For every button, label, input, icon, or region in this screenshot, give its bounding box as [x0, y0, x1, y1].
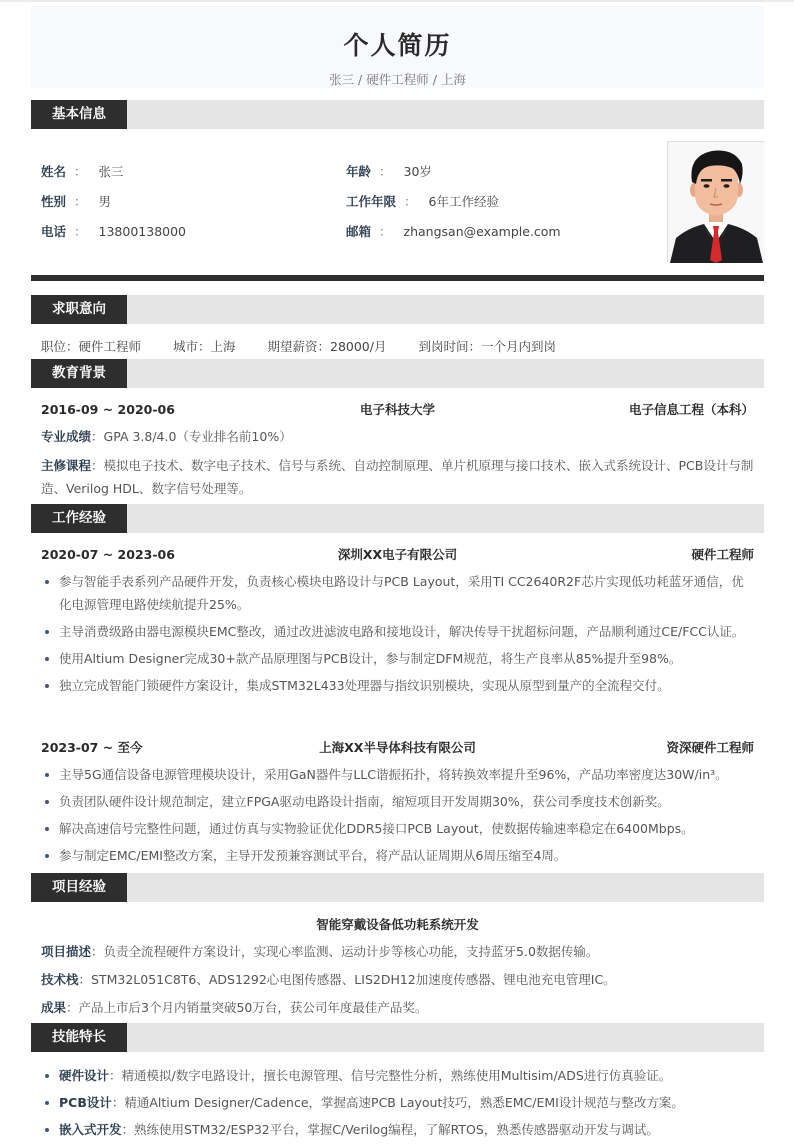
email-value: zhangsan@example.com: [403, 224, 561, 239]
section-divider: [31, 275, 764, 281]
skills-bullets: [41, 1064, 756, 1145]
work-bullets: [41, 763, 756, 871]
project-tech-stack: 技术栈：STM32L051C8T6、ADS1292心电图传感器、LIS2DH12加速度传感器、锂电池充电管理IC。: [41, 972, 616, 987]
phone-value: 13800138000: [98, 224, 187, 239]
list-item: 参与智能手表系列产品硬件开发，负责核心模块电路设计与PCB Layout，采用TI CC2640R2F芯片实现低功耗蓝牙通信，优化电源管理电路使续航提升25%。: [41, 570, 756, 616]
section-title: 工作经验: [31, 504, 127, 533]
intent-city: 城市：上海: [173, 339, 236, 354]
list-item: 独立完成智能门锁硬件方案设计，集成STM32L433处理器与指纹识别模块，实现从原型到量产的全流程交付。: [41, 674, 756, 697]
list-item: 负责团队硬件设计规范制定，建立FPGA驱动电路设计指南，缩短项目开发周期30%，获公司季度技术创新奖。: [41, 790, 756, 813]
work-company: 深圳XX电子有限公司: [337, 547, 458, 562]
page-title: 个人简历: [343, 31, 452, 60]
work-entry-header: [41, 546, 754, 564]
section-header-skills: [31, 1023, 764, 1052]
project-title: 智能穿戴设备低功耗系统开发: [316, 917, 479, 932]
intent-salary: 期望薪资：28000/月: [267, 339, 387, 354]
section-title: 技能特长: [31, 1023, 127, 1052]
info-age: 年龄 ： 30岁: [346, 164, 432, 179]
info-years: 工作年限 ： 6年工作经验: [346, 194, 499, 209]
work-title: 硬件工程师: [691, 547, 754, 562]
list-item: 硬件设计：精通模拟/数字电路设计，擅长电源管理、信号完整性分析，熟练使用Multisim/ADS进行仿真验证。: [41, 1064, 756, 1087]
gender-value: 男: [98, 194, 112, 209]
info-phone: 电话 ： 13800138000: [41, 224, 187, 239]
project-result: 成果：产品上市后3个月内销量突破50万台，获公司年度最佳产品奖。: [41, 1000, 428, 1015]
resume-header: [31, 6, 764, 88]
work-period: 2020-07 ~ 2023-06: [41, 547, 175, 562]
education-entry-header: [41, 401, 754, 419]
education-period: 2016-09 ~ 2020-06: [41, 402, 175, 417]
list-item: 使用Altium Designer完成30+款产品原理图与PCB设计，参与制定DFM规范，将生产良率从85%提升至98%。: [41, 647, 756, 670]
list-item: 主导消费级路由器电源模块EMC整改，通过改进滤波电路和接地设计，解决传导干扰超标问题，产品顺利通过CE/FCC认证。: [41, 620, 756, 643]
person-portrait-icon: [668, 142, 765, 263]
list-item: 主导5G通信设备电源管理模块设计，采用GaN器件与LLC谐振拓扑，将转换效率提升至96%，产品功率密度达30W/in³。: [41, 763, 756, 786]
list-item: 嵌入式开发：熟练使用STM32/ESP32平台，掌握C/Verilog编程，了解RTOS，熟悉传感器驱动开发与调试。: [41, 1118, 756, 1141]
intent-availability: 到岗时间：一个月内到岗: [418, 339, 556, 354]
intent-position: 职位：硬件工程师: [41, 339, 142, 354]
work-bullets: [41, 570, 756, 701]
education-school: 电子科技大学: [359, 402, 435, 417]
education-major: 电子信息工程（本科）: [628, 402, 754, 417]
info-email: 邮箱 ： zhangsan@example.com: [346, 224, 561, 239]
section-title: 求职意向: [31, 295, 127, 324]
info-gender: 性别 ： 男: [41, 194, 112, 209]
project-description: 项目描述：负责全流程硬件方案设计，实现心率监测、运动计步等核心功能，支持蓝牙5.0数据传输。: [41, 944, 599, 959]
section-header-education: [31, 359, 764, 388]
work-period: 2023-07 ~ 至今: [41, 740, 143, 755]
list-item: 参与制定EMC/EMI整改方案，主导开发预兼容测试平台，将产品认证周期从6周压缩至4周。: [41, 844, 756, 867]
age-value: 30岁: [403, 164, 432, 179]
section-header-job-intent: [31, 295, 764, 324]
work-company: 上海XX半导体科技有限公司: [319, 740, 476, 755]
job-intent-row: [41, 338, 584, 356]
section-header-projects: [31, 873, 764, 902]
work-title: 资深硬件工程师: [666, 740, 754, 755]
page-subtitle: 张三 / 硬件工程师 / 上海: [329, 72, 466, 87]
years-value: 6年工作经验: [428, 194, 499, 209]
education-gpa: 专业成绩：GPA 3.8/4.0（专业排名前10%）: [41, 429, 292, 444]
avatar-photo: [667, 141, 764, 262]
section-header-work-experience: [31, 504, 764, 533]
section-title: 项目经验: [31, 873, 127, 902]
education-courses: 主修课程：模拟电子技术、数字电子技术、信号与系统、自动控制原理、单片机原理与接口技术、嵌入式系统设计、PCB设计与制造、Verilog HDL、数字信号处理等。: [41, 458, 754, 496]
section-title: 教育背景: [31, 359, 127, 388]
list-item: PCB设计：精通Altium Designer/Cadence，掌握高速PCB Layout技巧，熟悉EMC/EMI设计规范与整改方案。: [41, 1091, 756, 1114]
section-header-basic-info: [31, 100, 764, 129]
info-name: 姓名 ： 张三: [41, 164, 124, 179]
work-entry-header: [41, 739, 754, 757]
list-item: 解决高速信号完整性问题，通过仿真与实物验证优化DDR5接口PCB Layout，使数据传输速率稳定在6400Mbps。: [41, 817, 756, 840]
section-title: 基本信息: [31, 100, 127, 129]
name-value: 张三: [98, 164, 124, 179]
